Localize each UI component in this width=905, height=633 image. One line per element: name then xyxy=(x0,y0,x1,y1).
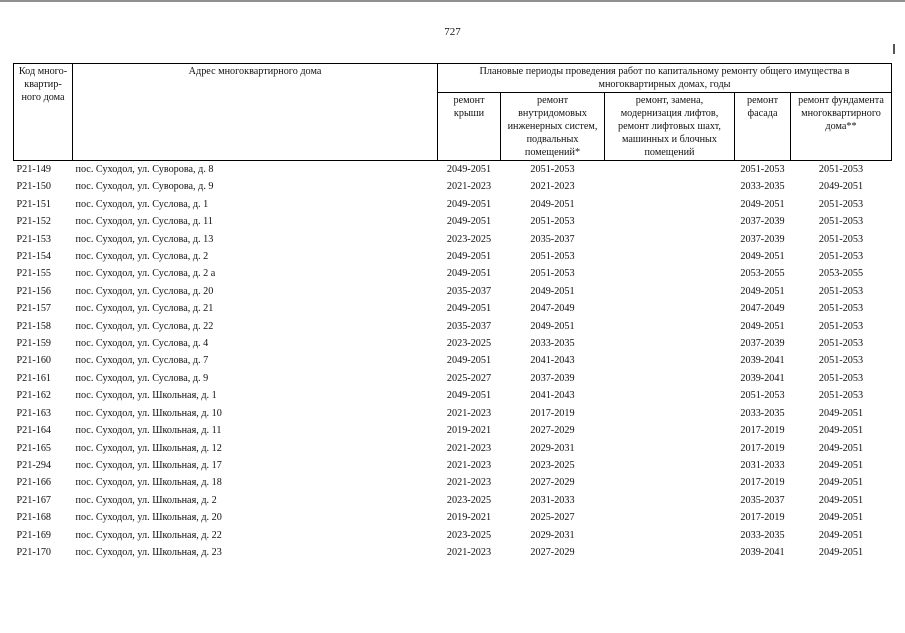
row-address: пос. Суходол, ул. Суслова, д. 13 xyxy=(75,233,214,245)
row-roof-period: 2049-2051 xyxy=(446,198,492,210)
row-facade-period: 2031-2033 xyxy=(740,459,785,471)
row-lifts-period xyxy=(605,231,735,248)
row-roof-period: 2019-2021 xyxy=(446,425,492,437)
row-code: P21-294 xyxy=(16,459,52,471)
row-lifts-period xyxy=(605,300,735,317)
table-row xyxy=(14,422,892,439)
row-roof-period: 2049-2051 xyxy=(446,390,492,402)
row-facade-period: 2053-2055 xyxy=(740,268,785,280)
row-roof-period: 2049-2051 xyxy=(446,268,492,280)
row-facade-period: 2033-2035 xyxy=(740,529,785,541)
table-row xyxy=(14,161,892,179)
row-lifts-period xyxy=(605,248,735,265)
row-address: пос. Суходол, ул. Школьная, д. 18 xyxy=(75,477,222,489)
row-roof-period: 2049-2051 xyxy=(446,303,492,315)
header-roof: ремонт крыши xyxy=(438,93,501,161)
row-address: пос. Суходол, ул. Суворова, д. 8 xyxy=(73,161,438,179)
row-systems-period: 2027-2029 xyxy=(530,477,575,489)
row-code: P21-154 xyxy=(16,251,52,263)
row-facade-period: 2017-2019 xyxy=(740,477,785,489)
repair-schedule-table xyxy=(13,63,892,561)
row-systems-period: 2021-2023 xyxy=(530,181,575,193)
row-roof-period: 2035-2037 xyxy=(446,320,492,332)
header-address: Адрес многоквартирного дома xyxy=(73,64,438,161)
row-systems-period: 2051-2053 xyxy=(501,161,605,179)
row-foundation-period: 2049-2051 xyxy=(818,546,864,558)
row-systems-period: 2049-2051 xyxy=(530,198,575,210)
row-lifts-period xyxy=(605,527,735,544)
row-address: пос. Суходол, ул. Школьная, д. 2 xyxy=(75,494,217,506)
row-address: пос. Суходол, ул. Суворова, д. 9 xyxy=(75,181,214,193)
header-periods: Плановые периоды проведения работ по капитальному ремонту общего имущества в многоквартирных домах, годы xyxy=(438,64,892,93)
row-address: пос. Суходол, ул. Суслова, д. 7 xyxy=(75,355,209,367)
row-address: пос. Суходол, ул. Суслова, д. 1 xyxy=(75,198,209,210)
row-foundation-period: 2051-2053 xyxy=(818,338,864,350)
table-row xyxy=(14,387,892,404)
row-roof-period: 2049-2051 xyxy=(446,216,492,228)
row-roof-period: 2019-2021 xyxy=(446,512,492,524)
row-foundation-period: 2049-2051 xyxy=(818,181,864,193)
row-address: пос. Суходол, ул. Суслова, д. 9 xyxy=(75,372,209,384)
row-facade-period: 2033-2035 xyxy=(740,181,785,193)
row-code: P21-165 xyxy=(16,442,52,454)
row-code: P21-160 xyxy=(16,355,52,367)
row-code: P21-152 xyxy=(16,216,52,228)
row-code: P21-150 xyxy=(16,181,52,193)
table-row xyxy=(14,178,892,195)
row-systems-period: 2029-2031 xyxy=(530,442,575,454)
table-row xyxy=(14,213,892,230)
row-foundation-period: 2053-2055 xyxy=(818,268,864,280)
row-foundation-period: 2049-2051 xyxy=(818,442,864,454)
row-address: пос. Суходол, ул. Школьная, д. 20 xyxy=(75,512,222,524)
row-foundation-period: 2051-2053 xyxy=(818,198,864,210)
row-lifts-period xyxy=(605,370,735,387)
row-roof-period: 2023-2025 xyxy=(446,338,492,350)
row-lifts-period xyxy=(605,318,735,335)
scan-edge-line xyxy=(0,0,905,2)
row-systems-period: 2051-2053 xyxy=(530,251,575,263)
row-foundation-period: 2049-2051 xyxy=(818,529,864,541)
row-code: P21-166 xyxy=(16,477,52,489)
row-code: P21-164 xyxy=(16,425,52,437)
row-systems-period: 2049-2051 xyxy=(530,285,575,297)
row-roof-period: 2021-2023 xyxy=(446,407,492,419)
row-facade-period: 2051-2053 xyxy=(740,390,785,402)
row-code: P21-163 xyxy=(16,407,52,419)
table-body xyxy=(14,161,892,562)
row-address: пос. Суходол, ул. Школьная, д. 17 xyxy=(75,459,222,471)
row-code: P21-162 xyxy=(16,390,52,402)
table-row xyxy=(14,440,892,457)
row-address: пос. Суходол, ул. Школьная, д. 10 xyxy=(75,407,222,419)
table-row xyxy=(14,352,892,369)
table-row xyxy=(14,370,892,387)
row-systems-period: 2049-2051 xyxy=(530,320,575,332)
table-row xyxy=(14,544,892,561)
row-foundation-period: 2051-2053 xyxy=(818,233,864,245)
row-systems-period: 2023-2025 xyxy=(530,459,575,471)
row-lifts-period xyxy=(605,474,735,491)
row-facade-period: 2037-2039 xyxy=(740,338,785,350)
row-code: P21-151 xyxy=(16,198,52,210)
table-row xyxy=(14,527,892,544)
table-row xyxy=(14,231,892,248)
table-row xyxy=(14,509,892,526)
table-row xyxy=(14,300,892,317)
row-foundation-period: 2051-2053 xyxy=(818,320,864,332)
row-lifts-period xyxy=(605,265,735,282)
row-foundation-period: 2051-2053 xyxy=(818,251,864,263)
row-code: P21-156 xyxy=(16,285,52,297)
row-code: P21-161 xyxy=(16,372,52,384)
row-foundation-period: 2049-2051 xyxy=(818,425,864,437)
row-facade-period: 2037-2039 xyxy=(740,233,785,245)
row-code: P21-155 xyxy=(16,268,52,280)
row-lifts-period xyxy=(605,422,735,439)
row-systems-period: 2033-2035 xyxy=(530,338,575,350)
row-systems-period: 2041-2043 xyxy=(530,355,575,367)
row-roof-period: 2021-2023 xyxy=(446,546,492,558)
row-facade-period: 2047-2049 xyxy=(740,303,785,315)
row-roof-period: 2035-2037 xyxy=(446,285,492,297)
row-systems-period: 2041-2043 xyxy=(530,390,575,402)
row-code: P21-158 xyxy=(16,320,52,332)
row-foundation-period: 2051-2053 xyxy=(818,390,864,402)
row-systems-period: 2017-2019 xyxy=(530,407,575,419)
table-row xyxy=(14,283,892,300)
row-foundation-period: 2051-2053 xyxy=(791,161,892,179)
row-systems-period: 2027-2029 xyxy=(530,546,575,558)
row-lifts-period xyxy=(605,196,735,213)
row-facade-period: 2049-2051 xyxy=(740,285,785,297)
table-row xyxy=(14,265,892,282)
row-address: пос. Суходол, ул. Суслова, д. 21 xyxy=(75,303,214,315)
row-code: P21-149 xyxy=(14,161,73,179)
row-address: пос. Суходол, ул. Школьная, д. 1 xyxy=(75,390,217,402)
table-row xyxy=(14,318,892,335)
header-systems: ремонт внутридомовых инженерных систем, подвальных помещений* xyxy=(501,93,605,161)
row-facade-period: 2049-2051 xyxy=(740,198,785,210)
row-lifts-period xyxy=(605,544,735,561)
row-facade-period: 2033-2035 xyxy=(740,407,785,419)
table-row xyxy=(14,492,892,509)
row-lifts-period xyxy=(605,335,735,352)
row-facade-period: 2039-2041 xyxy=(740,355,785,367)
row-roof-period: 2021-2023 xyxy=(446,181,492,193)
row-lifts-period xyxy=(605,213,735,230)
row-address: пос. Суходол, ул. Школьная, д. 12 xyxy=(75,442,222,454)
row-roof-period: 2025-2027 xyxy=(446,372,492,384)
row-roof-period: 2021-2023 xyxy=(446,477,492,489)
row-systems-period: 2031-2033 xyxy=(530,494,575,506)
row-roof-period: 2021-2023 xyxy=(446,459,492,471)
row-foundation-period: 2051-2053 xyxy=(818,303,864,315)
table-row xyxy=(14,457,892,474)
table-row xyxy=(14,248,892,265)
header-foundation: ремонт фундамента многоквартирного дома** xyxy=(791,93,892,161)
row-systems-period: 2051-2053 xyxy=(530,268,575,280)
row-lifts-period xyxy=(605,509,735,526)
header-facade: ремонт фасада xyxy=(735,93,791,161)
table-row xyxy=(14,405,892,422)
row-roof-period: 2023-2025 xyxy=(446,233,492,245)
row-roof-period: 2021-2023 xyxy=(446,442,492,454)
header-code: Код много-квартир-ного дома xyxy=(14,64,73,161)
row-foundation-period: 2049-2051 xyxy=(818,494,864,506)
row-foundation-period: 2049-2051 xyxy=(818,477,864,489)
row-lifts-period xyxy=(605,492,735,509)
row-address: пос. Суходол, ул. Суслова, д. 2 а xyxy=(75,268,216,280)
row-roof-period: 2049-2051 xyxy=(446,251,492,263)
row-roof-period: 2023-2025 xyxy=(446,494,492,506)
row-facade-period: 2049-2051 xyxy=(740,320,785,332)
row-lifts-period xyxy=(605,161,735,179)
row-code: P21-170 xyxy=(16,546,52,558)
table-row xyxy=(14,196,892,213)
row-lifts-period xyxy=(605,178,735,195)
row-address: пос. Суходол, ул. Суслова, д. 22 xyxy=(75,320,214,332)
row-facade-period: 2017-2019 xyxy=(740,512,785,524)
row-roof-period: 2049-2051 xyxy=(446,355,492,367)
row-address: пос. Суходол, ул. Суслова, д. 2 xyxy=(75,251,209,263)
row-facade-period: 2049-2051 xyxy=(740,251,785,263)
row-code: P21-168 xyxy=(16,512,52,524)
row-facade-period: 2037-2039 xyxy=(740,216,785,228)
row-foundation-period: 2049-2051 xyxy=(818,407,864,419)
row-roof-period: 2049-2051 xyxy=(438,161,501,179)
row-roof-period: 2023-2025 xyxy=(446,529,492,541)
row-facade-period: 2039-2041 xyxy=(740,546,785,558)
row-code: P21-159 xyxy=(16,338,52,350)
header-lifts: ремонт, замена, модернизация лифтов, ремонт лифтовых шахт, машинных и блочных помещений xyxy=(605,93,735,161)
table-row xyxy=(14,335,892,352)
row-address: пос. Суходол, ул. Суслова, д. 20 xyxy=(75,285,214,297)
row-lifts-period xyxy=(605,440,735,457)
row-code: P21-153 xyxy=(16,233,52,245)
row-code: P21-169 xyxy=(16,529,52,541)
row-address: пос. Суходол, ул. Школьная, д. 23 xyxy=(75,546,222,558)
page-number: 727 xyxy=(444,26,461,38)
row-lifts-period xyxy=(605,387,735,404)
row-address: пос. Суходол, ул. Суслова, д. 11 xyxy=(75,216,213,228)
row-address: пос. Суходол, ул. Суслова, д. 4 xyxy=(75,338,209,350)
row-foundation-period: 2051-2053 xyxy=(818,372,864,384)
row-facade-period: 2017-2019 xyxy=(740,442,785,454)
row-lifts-period xyxy=(605,352,735,369)
row-address: пос. Суходол, ул. Школьная, д. 22 xyxy=(75,529,222,541)
row-code: P21-167 xyxy=(16,494,52,506)
row-foundation-period: 2049-2051 xyxy=(818,512,864,524)
row-lifts-period xyxy=(605,405,735,422)
row-foundation-period: 2051-2053 xyxy=(818,216,864,228)
row-facade-period: 2039-2041 xyxy=(740,372,785,384)
row-facade-period: 2051-2053 xyxy=(735,161,791,179)
row-foundation-period: 2049-2051 xyxy=(818,459,864,471)
row-address: пос. Суходол, ул. Школьная, д. 11 xyxy=(75,425,222,437)
row-systems-period: 2027-2029 xyxy=(530,425,575,437)
row-foundation-period: 2051-2053 xyxy=(818,285,864,297)
row-systems-period: 2035-2037 xyxy=(530,233,575,245)
row-facade-period: 2035-2037 xyxy=(740,494,785,506)
row-systems-period: 2029-2031 xyxy=(530,529,575,541)
row-systems-period: 2051-2053 xyxy=(530,216,575,228)
row-foundation-period: 2051-2053 xyxy=(818,355,864,367)
row-lifts-period xyxy=(605,283,735,300)
row-systems-period: 2025-2027 xyxy=(530,512,575,524)
row-code: P21-157 xyxy=(16,303,52,315)
scan-artifact-mark xyxy=(893,44,895,54)
row-facade-period: 2017-2019 xyxy=(740,425,785,437)
table-row xyxy=(14,474,892,491)
row-lifts-period xyxy=(605,457,735,474)
table-header xyxy=(14,64,892,161)
row-systems-period: 2047-2049 xyxy=(530,303,575,315)
row-systems-period: 2037-2039 xyxy=(530,372,575,384)
